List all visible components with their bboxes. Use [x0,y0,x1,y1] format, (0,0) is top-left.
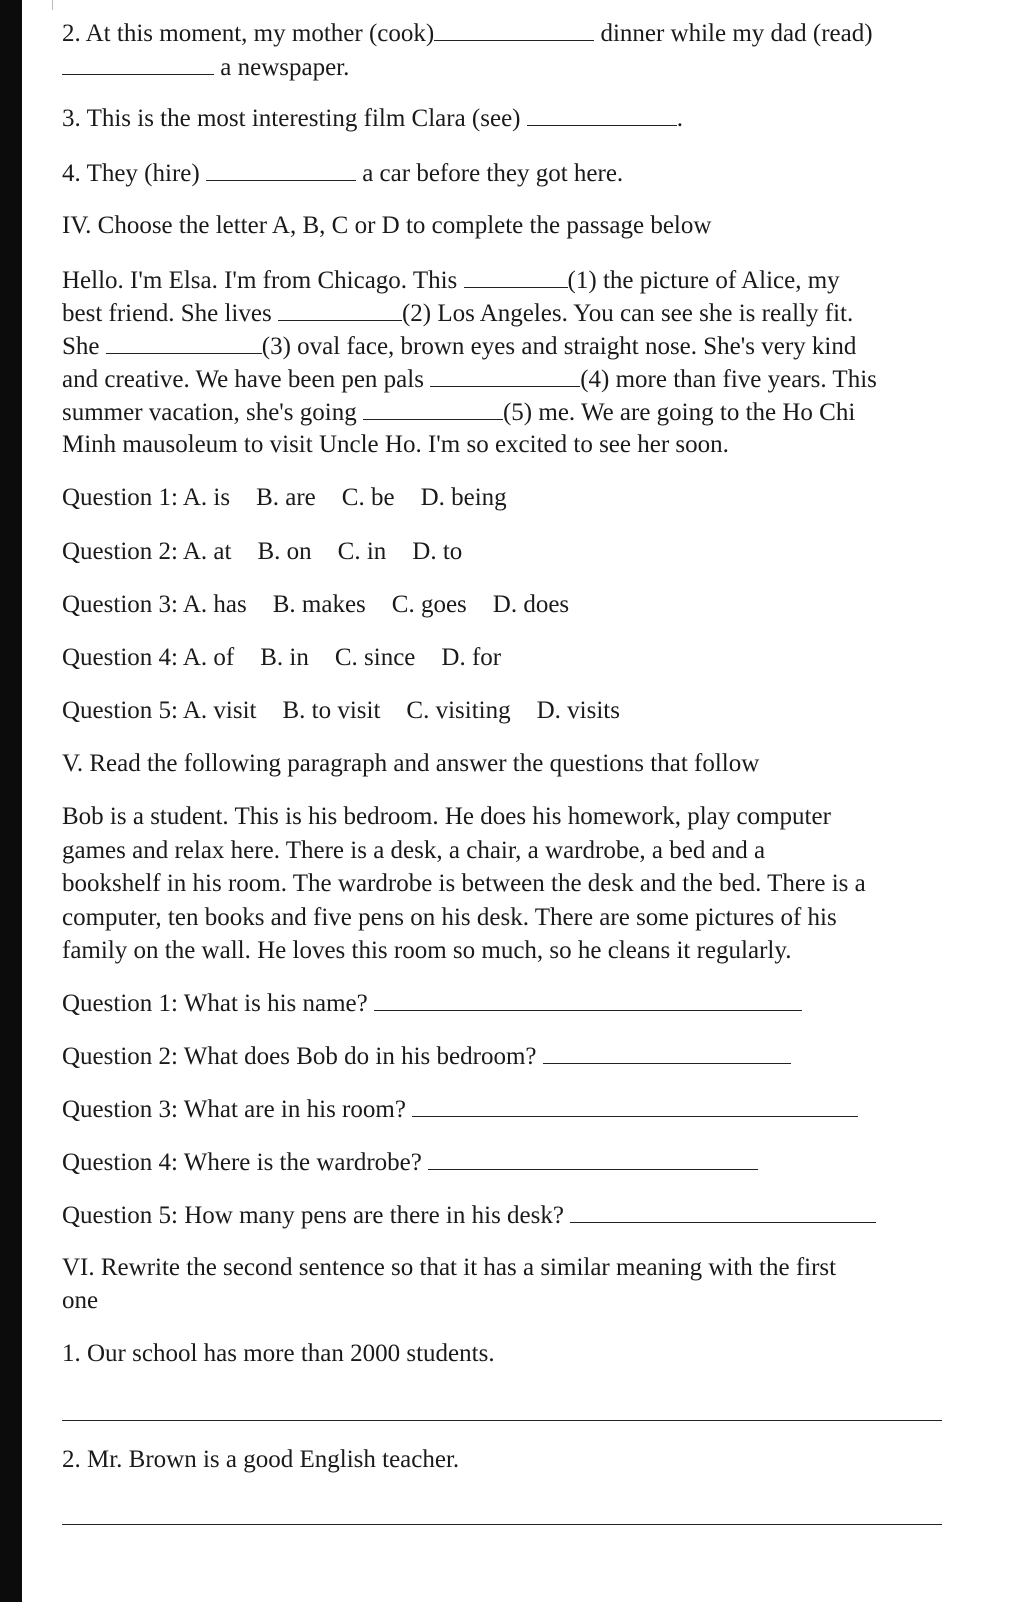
q3-text-a: This is the most interesting film Clara (see) [86,105,521,132]
passage-text: (1) the picture of Alice, my [567,267,840,294]
q2-line-2 [62,52,349,82]
passage-text: (4) more than five years. This [580,366,877,393]
question-text: Question 5: How many pens are there in his desk? [62,1202,564,1229]
option-a[interactable]: A. visit [182,697,257,724]
passage-line-4 [62,364,877,394]
rewrite-answer-line-1[interactable] [62,1420,942,1421]
rewrite-answer-line-2[interactable] [62,1524,942,1525]
passage-blank-3[interactable] [106,331,262,354]
passage-line-5 [62,397,855,427]
q2-text-b: dinner while my dad (read) [600,20,873,47]
passage-text: (3) oval face, brown eyes and straight nose. She's very kind [261,333,857,360]
option-b[interactable]: B. in [260,644,309,671]
mc-question-3 [62,590,569,620]
question-label: Question 5: [62,697,178,724]
q3-line [62,103,683,133]
q4-number: 4. [62,160,81,187]
answer-blank-4[interactable] [428,1147,758,1170]
passage-text: best friend. She lives [62,300,272,327]
option-c[interactable]: C. in [337,538,387,565]
option-c[interactable]: C. visiting [406,697,511,724]
option-d[interactable]: D. to [412,538,463,565]
passage-text: She [62,333,100,360]
open-question-1 [62,988,802,1018]
passage-blank-4[interactable] [430,364,580,387]
paragraph-line-3: bookshelf in his room. The wardrobe is between the desk and the bed. There is a [62,870,866,897]
option-a[interactable]: A. is [182,484,231,511]
q2-blank-1[interactable] [434,18,594,41]
q3-blank[interactable] [527,103,677,126]
option-a[interactable]: A. at [182,538,232,565]
passage-text: summer vacation, she's going [62,399,357,426]
passage-line-3 [62,331,856,361]
answer-blank-2[interactable] [543,1041,791,1064]
q2-text-a: At this moment, my mother (cook) [85,20,435,47]
section5-heading: V. Read the following paragraph and answer the questions that follow [62,750,760,777]
passage-blank-2[interactable] [278,298,402,321]
passage-line-6: Minh mausoleum to visit Uncle Ho. I'm so excited to see her soon. [62,431,729,458]
question-label: Question 2: [62,538,178,565]
passage-line-2 [62,298,853,328]
section6-heading-line-1: VI. Rewrite the second sentence so that it has a similar meaning with the first [62,1254,837,1281]
answer-blank-3[interactable] [412,1094,858,1117]
mc-question-2 [62,537,462,567]
passage-blank-1[interactable] [464,265,568,288]
rewrite-item-2: 2. Mr. Brown is a good English teacher. [62,1446,460,1473]
mc-question-5 [62,696,620,726]
question-label: Question 4: [62,644,178,671]
worksheet-page [62,0,1002,1602]
q2-line [62,18,873,48]
option-c[interactable]: C. be [341,484,395,511]
q4-text-b: a car before they got here. [362,160,624,187]
paragraph-line-1: Bob is a student. This is his bedroom. He does his homework, play computer [62,803,831,830]
q4-blank[interactable] [206,158,356,181]
option-a[interactable]: A. has [182,591,247,618]
passage-line-1 [62,265,840,295]
option-d[interactable]: D. for [441,644,502,671]
answer-blank-1[interactable] [374,988,802,1011]
question-label: Question 1: [62,484,178,511]
question-text: Question 2: What does Bob do in his bedroom? [62,1043,537,1070]
option-b[interactable]: B. on [257,538,312,565]
paragraph-line-5: family on the wall. He loves this room so much, so he cleans it regularly. [62,937,792,964]
mc-question-4 [62,643,501,673]
option-b[interactable]: B. to visit [282,697,381,724]
section6-heading-line-2: one [62,1287,99,1314]
paragraph-line-4: computer, ten books and five pens on his desk. There are some pictures of his [62,904,837,931]
option-d[interactable]: D. visits [536,697,620,724]
open-question-2 [62,1041,791,1071]
question-label: Question 3: [62,591,178,618]
top-corner-mark [22,0,53,10]
question-text: Question 4: Where is the wardrobe? [62,1149,422,1176]
answer-blank-5[interactable] [570,1200,876,1223]
q3-text-b: . [676,105,683,132]
open-question-5 [62,1200,876,1230]
option-d[interactable]: D. does [492,591,570,618]
option-c[interactable]: C. goes [391,591,467,618]
passage-text: (5) me. We are going to the Ho Chi [502,399,856,426]
option-a[interactable]: A. of [182,644,235,671]
rewrite-item-1: 1. Our school has more than 2000 students. [62,1340,495,1367]
passage-text: (2) Los Angeles. You can see she is really fit. [401,300,854,327]
mc-question-1 [62,483,507,513]
q4-text-a: They (hire) [86,160,200,187]
open-question-3 [62,1094,858,1124]
option-c[interactable]: C. since [334,644,416,671]
passage-blank-5[interactable] [363,397,503,420]
option-b[interactable]: B. are [256,484,316,511]
paragraph-line-2: games and relax here. There is a desk, a chair, a wardrobe, a bed and a [62,837,766,864]
open-question-4 [62,1147,758,1177]
q2-blank-2[interactable] [62,52,214,75]
passage-text: Hello. I'm Elsa. I'm from Chicago. This [62,267,458,294]
question-text: Question 1: What is his name? [62,990,368,1017]
q4-line [62,158,623,188]
q2-text-c: a newspaper. [220,54,350,81]
section4-heading: IV. Choose the letter A, B, C or D to complete the passage below [62,212,712,239]
left-black-border [0,0,22,1602]
passage-text: and creative. We have been pen pals [62,366,424,393]
option-d[interactable]: D. being [420,484,507,511]
option-b[interactable]: B. makes [272,591,366,618]
q3-number: 3. [62,105,81,132]
q2-number: 2. [62,20,81,47]
question-text: Question 3: What are in his room? [62,1096,406,1123]
